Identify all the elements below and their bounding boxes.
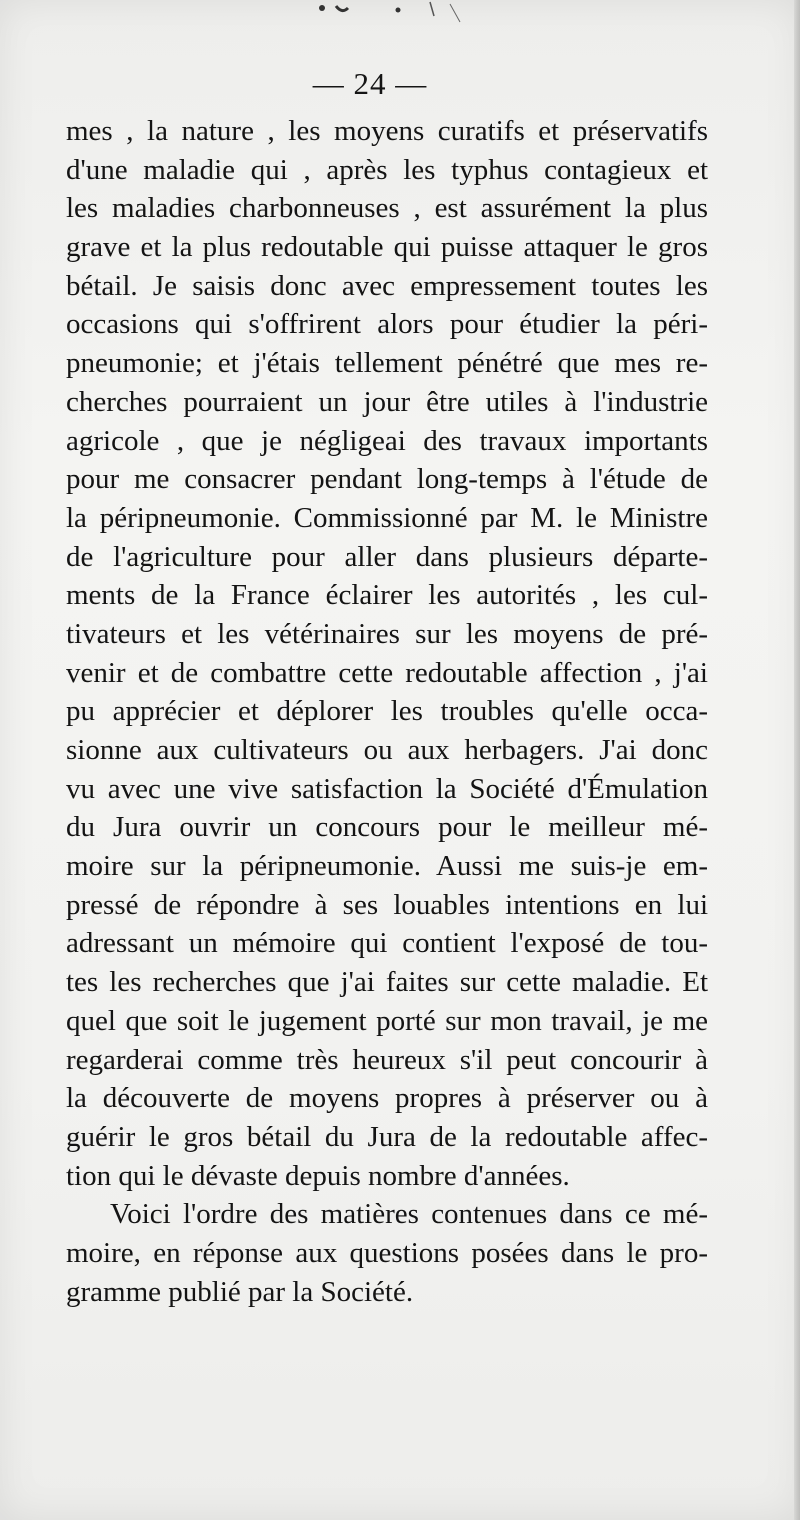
text-line: adressant un mémoire qui contient l'exposé de tou- [66, 927, 708, 960]
text-line: d'une maladie qui , après les typhus contagieux et [66, 153, 708, 186]
text-line: de l'agriculture pour aller dans plusieurs départe- [66, 540, 708, 573]
text-line: ments de la France éclairer les autorités , les cul- [66, 579, 708, 612]
text-line: pressé de répondre à ses louables intentions en lui [66, 888, 708, 921]
ink-specks-decoration [310, 0, 480, 30]
text-line: sionne aux cultivateurs ou aux herbagers. J'ai donc [66, 734, 708, 766]
text-line: vu avec une vive satisfaction la Société d'Émulation [66, 772, 708, 805]
text-line: venir et de combattre cette redoutable affection , j'ai [66, 656, 708, 689]
text-line: la découverte de moyens propres à préserver ou à [66, 1082, 708, 1115]
text-line: bétail. Je saisis donc avec empressement toutes les [66, 269, 708, 302]
text-line: les maladies charbonneuses , est assurément la plus [66, 192, 708, 225]
page-number: — 24 — [312, 66, 428, 101]
text-line: mes , la nature , les moyens curatifs et préservatifs [66, 115, 708, 147]
text-line: cherches pourraient un jour être utiles à l'industrie [66, 385, 708, 418]
text-line: tion qui le dévaste depuis nombre d'années. [66, 1159, 570, 1192]
page-edge-shadow [794, 0, 800, 1520]
text-line: tes les recherches que j'ai faites sur cette maladie. Et [66, 966, 708, 999]
text-line: la péripneumonie. Commissionné par M. le Ministre [66, 501, 708, 534]
text-line: grave et la plus redoutable qui puisse attaquer le gros [66, 231, 708, 264]
body-text [66, 112, 708, 1311]
text-line: regarderai comme très heureux s'il peut concourir à [66, 1043, 708, 1076]
text-line: Voici l'ordre des matières contenues dans ce mé- [110, 1198, 708, 1231]
text-line: pour me consacrer pendant long-temps à l'étude de [66, 463, 708, 496]
text-line: pu apprécier et déplorer les troubles qu'elle occa- [66, 695, 708, 728]
text-line: moire sur la péripneumonie. Aussi me suis-je em- [66, 850, 708, 883]
text-line: gramme publié par la Société. [66, 1275, 414, 1308]
text-line: pneumonie; et j'étais tellement pénétré que mes re- [66, 347, 708, 380]
text-line: occasions qui s'offrirent alors pour étudier la péri- [66, 308, 708, 341]
text-line: agricole , que je négligeai des travaux importants [66, 424, 708, 457]
text-line: moire, en réponse aux questions posées dans le pro- [66, 1236, 708, 1269]
text-line: du Jura ouvrir un concours pour le meilleur mé- [66, 811, 708, 844]
text-line: tivateurs et les vétérinaires sur les moyens de pré- [66, 617, 708, 650]
text-line: guérir le gros bétail du Jura de la redoutable affec- [66, 1120, 708, 1153]
text-line: quel que soit le jugement porté sur mon travail, je me [66, 1004, 708, 1037]
